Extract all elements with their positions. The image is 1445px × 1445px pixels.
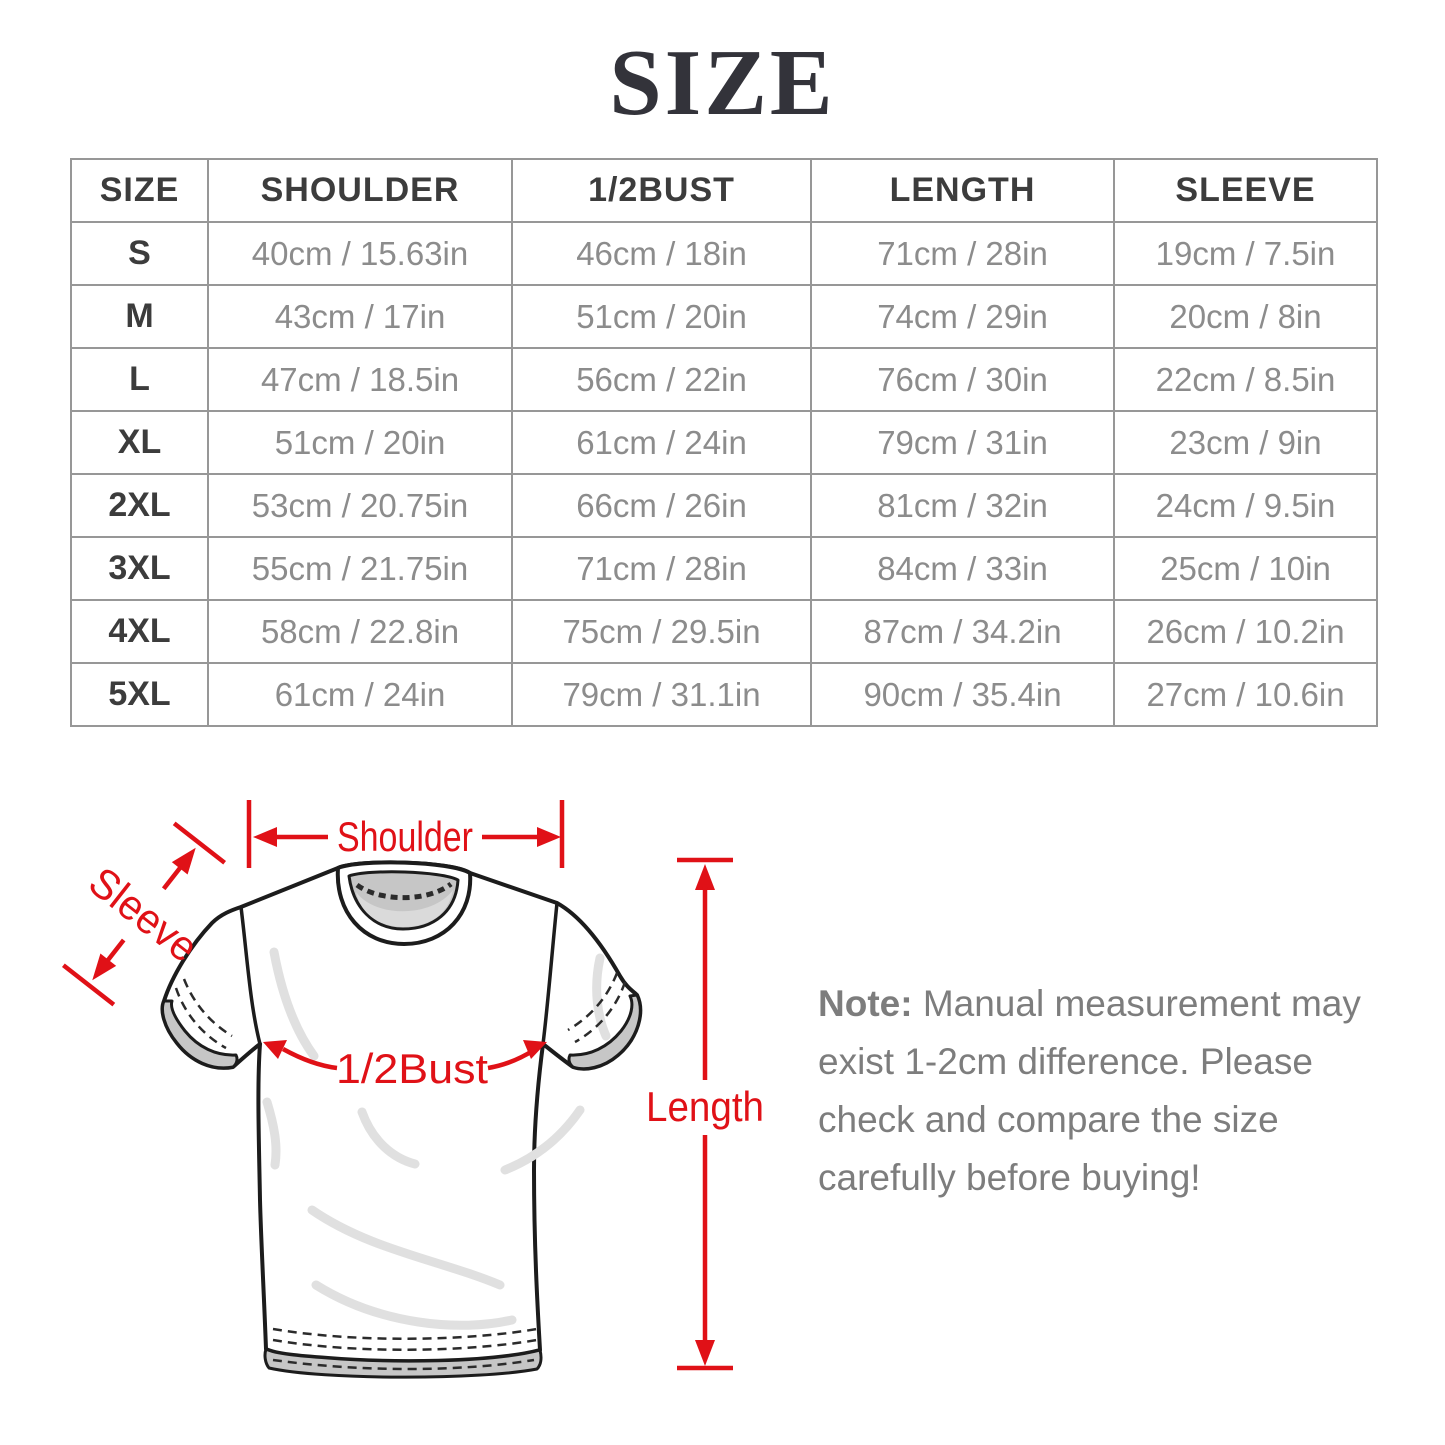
table-row	[71, 411, 1377, 474]
measurement-note	[818, 975, 1383, 1207]
tshirt-illustration	[60, 780, 820, 1440]
length-cell: 79cm / 31in	[811, 411, 1114, 474]
shoulder-cell: 40cm / 15.63in	[208, 222, 512, 285]
size-cell: 2XL	[71, 474, 208, 537]
tshirt-body	[163, 862, 641, 1377]
header-row	[71, 159, 1377, 222]
shoulder-cell: 55cm / 21.75in	[208, 537, 512, 600]
sleeve-cell: 26cm / 10.2in	[1114, 600, 1377, 663]
sleeve-cell: 20cm / 8in	[1114, 285, 1377, 348]
sleeve-cell: 19cm / 7.5in	[1114, 222, 1377, 285]
size-cell: L	[71, 348, 208, 411]
size-table	[70, 158, 1378, 727]
sleeve-cell: 24cm / 9.5in	[1114, 474, 1377, 537]
bust-cell: 46cm / 18in	[512, 222, 811, 285]
note-prefix: Note:	[818, 983, 913, 1024]
size-cell: 4XL	[71, 600, 208, 663]
shoulder-cell: 51cm / 20in	[208, 411, 512, 474]
column-header-shoulder: SHOULDER	[208, 159, 512, 222]
bust-cell: 66cm / 26in	[512, 474, 811, 537]
note-body: Manual measurement may exist 1-2cm difference. Please check and compare the size carefully before buying!	[818, 983, 1361, 1198]
length-annotation	[646, 860, 764, 1368]
bust-cell: 79cm / 31.1in	[512, 663, 811, 726]
shoulder-cell: 58cm / 22.8in	[208, 600, 512, 663]
table-row	[71, 348, 1377, 411]
page-title: SIZE	[609, 31, 836, 135]
table-row	[71, 600, 1377, 663]
size-cell: XL	[71, 411, 208, 474]
column-header-length: LENGTH	[811, 159, 1114, 222]
column-header-size: SIZE	[71, 159, 208, 222]
shoulder-cell: 47cm / 18.5in	[208, 348, 512, 411]
length-cell: 71cm / 28in	[811, 222, 1114, 285]
length-cell: 74cm / 29in	[811, 285, 1114, 348]
table-row	[71, 537, 1377, 600]
bust-cell: 75cm / 29.5in	[512, 600, 811, 663]
length-label: Length	[646, 1083, 764, 1130]
shoulder-cell: 43cm / 17in	[208, 285, 512, 348]
bust-cell: 61cm / 24in	[512, 411, 811, 474]
column-header-sleeve: SLEEVE	[1114, 159, 1377, 222]
size-cell: M	[71, 285, 208, 348]
shoulder-cell: 61cm / 24in	[208, 663, 512, 726]
bust-cell: 71cm / 28in	[512, 537, 811, 600]
shoulder-annotation	[249, 800, 562, 868]
bust-cell: 51cm / 20in	[512, 285, 811, 348]
sleeve-label: Sleeve	[80, 857, 211, 974]
shoulder-cell: 53cm / 20.75in	[208, 474, 512, 537]
bust-label: 1/2Bust	[336, 1045, 489, 1092]
tshirt-diagram	[60, 780, 820, 1440]
size-table-body	[71, 222, 1377, 726]
shoulder-label: Shoulder	[337, 813, 474, 860]
sleeve-cell: 23cm / 9in	[1114, 411, 1377, 474]
sleeve-cell: 27cm / 10.6in	[1114, 663, 1377, 726]
table-row	[71, 222, 1377, 285]
length-cell: 76cm / 30in	[811, 348, 1114, 411]
size-cell: 5XL	[71, 663, 208, 726]
sleeve-cell: 25cm / 10in	[1114, 537, 1377, 600]
size-cell: 3XL	[71, 537, 208, 600]
bust-cell: 56cm / 22in	[512, 348, 811, 411]
size-table-header	[71, 159, 1377, 222]
table-row	[71, 285, 1377, 348]
size-cell: S	[71, 222, 208, 285]
length-cell: 84cm / 33in	[811, 537, 1114, 600]
table-row	[71, 474, 1377, 537]
column-header-bust: 1/2BUST	[512, 159, 811, 222]
length-cell: 87cm / 34.2in	[811, 600, 1114, 663]
table-row	[71, 663, 1377, 726]
length-cell: 90cm / 35.4in	[811, 663, 1114, 726]
sleeve-cell: 22cm / 8.5in	[1114, 348, 1377, 411]
length-cell: 81cm / 32in	[811, 474, 1114, 537]
